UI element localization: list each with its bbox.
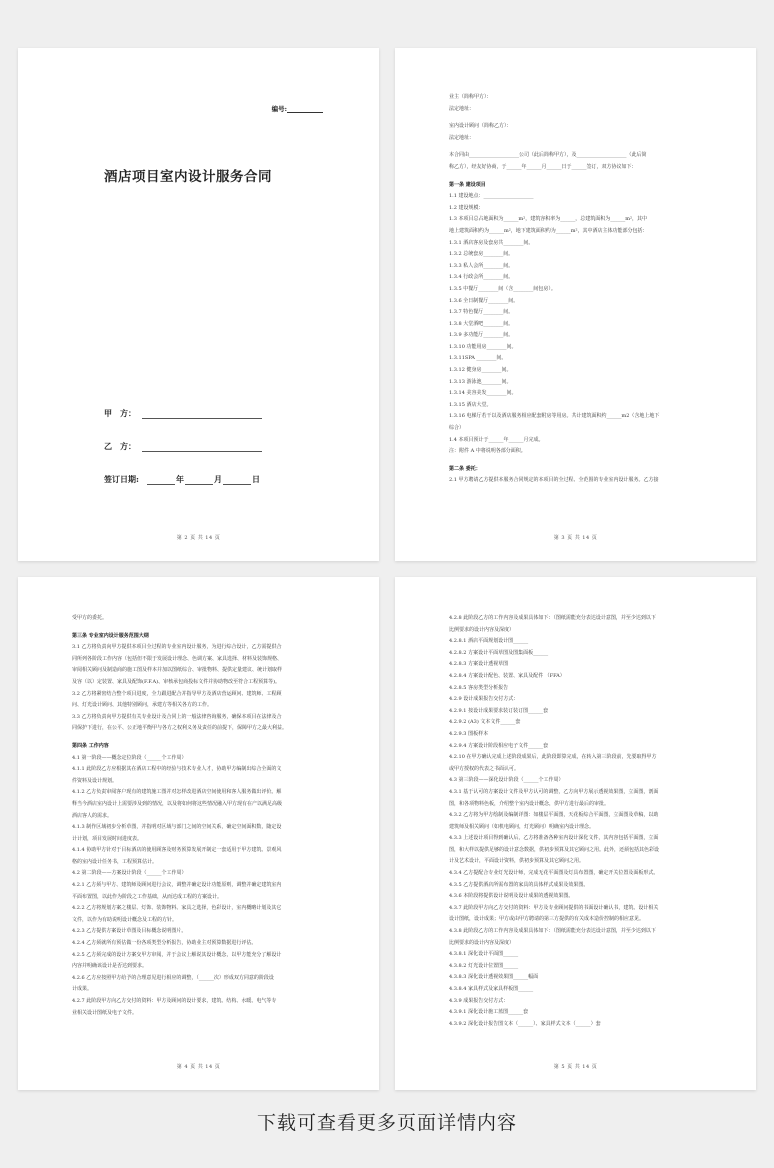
text-line: 计成果。	[72, 986, 93, 993]
page-footer: 第 4 页 共 14 页	[176, 1064, 221, 1070]
contract-page-3	[395, 48, 756, 561]
day-label: 日	[251, 474, 260, 484]
download-more-caption: 下载可查看更多页面详情内容	[256, 1112, 517, 1134]
text-line: 同所列各阶段工作内容（包括但不限于发展设计理念、色调方案、家具选择、材料及装饰规格、	[72, 655, 283, 662]
text-line: 建筑师及相关顾问（如机电顾问，灯光顾问）明确室内设计理念。	[449, 823, 595, 830]
page-title: 酒店项目室内设计服务合同	[104, 169, 272, 185]
text-line: 业相关设计图纸及电子文件。	[72, 1009, 138, 1016]
contract-page-4	[18, 577, 379, 1090]
text-line: 4.2.8.2 方案设计平面草图及图集面板______	[449, 649, 549, 656]
section-heading: 第四条 工作内容	[72, 742, 109, 749]
text-line: 1.3 本项目总占地面积为______m²，建筑容积率为______，总建筑面积为______m²，其中	[449, 216, 648, 223]
section-heading: 第三条 专业室内设计服务范围大纲	[72, 632, 149, 639]
party-b-blank	[142, 442, 262, 452]
text-line: 格的室内设计任务书，工程预算估计。	[72, 858, 158, 865]
text-line: 4.3.1 基于认可的方案设计文件及甲方认可的调整，乙方向甲方展示透视效果图，立面图，剖面	[449, 788, 659, 795]
text-line: 综合）	[449, 425, 465, 432]
text-line: 室内设计顾问（简称乙方）：	[449, 123, 512, 130]
text-line: 1.3.5 中餐厅________间（含________间包房）。	[449, 285, 556, 292]
text-line: 4.2.8.1 酒店平面规划设计图______	[449, 638, 529, 645]
text-line: 1.3.2 总统套房________间。	[449, 251, 514, 258]
text-line: 审阅相关顾问及制造商的施工图及样本并加以图纸综合、审批物料、提供定量建议、统计划取样	[72, 667, 283, 674]
sign-date-row	[104, 474, 260, 485]
text-line: 4.3.8.4 家具样式及家具样板图______	[449, 986, 534, 992]
text-line: 及容（以）定装置、家具及配饰(F.F.A)、审核承包商投标文件并协助物改至符合工程预算等)。	[72, 678, 281, 685]
text-line: 4.1 第一阶段——概念定位阶段（______个工作周）	[72, 754, 187, 761]
text-line: 4.2.2 乙方将规划方案之楼层、灯饰、装饰物料、家具之选择，色彩设计，室内概略计划及其它	[72, 905, 282, 912]
text-line: 4.3.8.3 深化设计透视效果图______幅面	[449, 974, 539, 981]
text-line: 1.1 建设地点：____________________	[449, 193, 534, 200]
text-line: 4.2.10 在甲方确认完成上述阶段成果后，此阶段即算完成，在转入第三阶段前，先要取得甲方	[449, 754, 657, 761]
text-line: 4.2.8.3 方案设计透视草图	[449, 661, 509, 668]
text-line: 1.3.16 电梯厅若干以及酒店服务相应配套附房等用房。共计建筑面积约______m2（含地上地下	[449, 413, 660, 420]
party-b-row	[104, 441, 262, 452]
text-line: 1.3.1 酒店客房及套房共________间。	[449, 239, 534, 246]
sign-date-label: 签订日期:	[104, 474, 139, 484]
text-line: 1.3.7 特色餐厅________间。	[449, 309, 514, 316]
text-line: 4.2.8.5 客房类型分析报告	[449, 684, 509, 691]
text-line: 1.3.3 私人会所________间。	[449, 262, 514, 269]
text-line: 受甲方的委托。	[72, 615, 108, 621]
text-line: 设计图纸，设计成果；甲方或由甲方聘请的第三方提供的有关成本造价控制的相应意见。	[449, 916, 645, 923]
page-footer: 第 5 页 共 14 页	[553, 1064, 598, 1070]
text-line: 计及艺术设计，平面设计资料，供初步预算及其它顾问之用。	[449, 858, 585, 865]
text-line: 本合同由____________________公司（此后简称甲方），及____________________（此后简	[449, 152, 647, 159]
text-line: 件资料及设计规划。	[72, 777, 118, 784]
text-line: 图，和大样以提供足够的设计意念数据，供初步预算及其它顾问之用。此外，还须包括其色彩设	[449, 846, 660, 853]
text-line: 4.1.4 协助甲方针对于目标酒店的使用顾客及财务预算发展开制定一套适用于甲方建筑、景观风	[72, 847, 282, 854]
text-line: 文件，以作为有助说明设计概念及工程的方针。	[72, 916, 178, 923]
text-line: 1.3.12 健身房________间。	[449, 367, 512, 374]
text-line: 图，和各项物料色板，介绍整个室内设计概念，供甲方进行最后的审批。	[449, 800, 610, 807]
text-line: 4.2.9.4 方案设计阶段相应电子文件______套	[449, 742, 549, 749]
section-heading: 第二条 委托：	[449, 465, 481, 472]
contract-number	[272, 104, 323, 113]
text-line: 2.1 甲方聘请乙方提供本服务合同规定的本项目的全过程、全范围的专业室内设计服务。乙方接	[449, 477, 659, 484]
page-body	[449, 613, 712, 1030]
text-line: 4.2.9.2 (A3) 文本文件______套	[449, 719, 521, 726]
text-line: 3.1 乙方将负责向甲方提供本项目全过程的专业室内设计服务，为进行综合设计，乙方需提供合	[72, 644, 282, 651]
text-line: 1.3.6 全日制餐厅________间。	[449, 297, 519, 304]
text-line: 4.2 第二阶段——方案设计阶段（______个工作周）	[72, 870, 187, 877]
text-line: 释当今酒店室内设计上需要涉及到的情况，以及将如何将这些情况融入甲方现有在产以满足高级	[72, 800, 283, 807]
text-line: 1.3.8 大堂酒吧________间。	[449, 320, 514, 327]
month-label: 月	[213, 474, 222, 484]
day-blank	[223, 475, 251, 485]
year-blank	[147, 475, 175, 485]
text-line: 1.3.13 游泳池________间。	[449, 378, 512, 385]
year-label: 年	[175, 474, 184, 484]
text-line: 内容并明确该设计是否达到要求。	[72, 963, 148, 970]
text-line: 4.3.9 成果报告交付方式：	[449, 997, 509, 1004]
party-a-label: 甲 方：	[104, 408, 136, 418]
text-line: 4.2.3 乙方提供方案设计草图及目标概念说明图片。	[72, 928, 187, 935]
text-line: 4.2.9.3 图板样本	[449, 730, 489, 737]
text-line: 1.3.9 多功能厅________间。	[449, 332, 514, 339]
text-line: 4.3.9.2 深化设计报告图文本（______）、家具样式文本（______）套	[449, 1020, 601, 1027]
text-line: 4.3 第三阶段——深化设计阶段（______个工作周）	[449, 777, 564, 784]
text-line: 问、灯光设计顾问、其他特别顾问，承建方等相关各方的工作。	[72, 702, 213, 709]
text-line: 4.3.7 此阶段甲方向乙方交付的资料：甲方及专业顾问提供的书面设计确认书，建筑、设计相关	[449, 904, 659, 911]
text-line: 4.2.8.4 方案设计配色、装置、家具及配件 （FFA）	[449, 672, 565, 679]
text-line: 1.3.14 美容美发________间。	[449, 390, 517, 397]
text-line: 1.4 本项目预计于______年______月完成。	[449, 436, 544, 443]
text-line: 4.2.1 乙方须与甲方、建筑师及顾问进行会议，调整并确定设计功能原则，调整并确定建筑室内	[72, 882, 282, 889]
text-line: 4.3.9.1 深化设计施工蓝图______套	[449, 1009, 529, 1016]
text-line: 4.3.3 上述设计项目得到确认后，乙方将准备各种室内设计深化文件，其内容包括平面图，立面	[449, 835, 659, 842]
text-line: 4.3.6 本阶段将提供设计说明及设计成果的透视效果图。	[449, 893, 574, 900]
text-line: 4.2.6 乙方应按照甲方给予的合理意见进行相应的调整，（______次）形成双方同意的阶段设	[72, 974, 274, 981]
text-line: 法定地址：	[449, 134, 475, 141]
text-line: 1.3.10 功能用房________间。	[449, 343, 517, 350]
contract-page-5	[395, 577, 756, 1090]
text-line: 1.3.11SPA ________间。	[449, 355, 507, 362]
text-line: 或甲方授权的代表之书面认可。	[449, 765, 520, 772]
text-line: 比例要求的设计内容及深度）	[449, 626, 515, 633]
text-line: 1.3.4 行政会所________间。	[449, 274, 514, 281]
cover-page	[18, 48, 379, 561]
text-line: 酒店客人的需求。	[72, 812, 113, 819]
text-line: 4.1.3 制作区域初步分析草图，并指明对区域与部门之间的空间关系，确定空间面积数，随定设	[72, 824, 282, 831]
text-line: 4.3.8.2 灯光设计位置图______	[449, 962, 519, 969]
page-footer: 第 3 页 共 14 页	[553, 535, 598, 541]
text-line: 1.2 建设规模：	[449, 204, 484, 211]
text-line: 业主（简称甲方）：	[449, 94, 492, 100]
text-line: 注：附件 A 中将说明各部分面积。	[449, 448, 526, 455]
text-line: 4.3.8.1 深化设计平面图______	[449, 951, 519, 958]
section-heading: 第一条 建设项目	[449, 181, 486, 188]
text-line: 4.3.2 乙方将为甲方绘制及编制详图：如楼层平面图，天花板综合平面图，立面图及草稿，以助	[449, 812, 659, 819]
text-line: 3.3 乙方将负责向甲方提供有关专业设计及合同上的一般法律咨询服务，确保本项目在法律及合	[72, 713, 282, 720]
page-footer: 第 2 页 共 14 页	[176, 535, 221, 541]
text-line: 平面布置图，以此作为阶段之工作基础，从而达成工程的方案设计。	[72, 893, 223, 900]
text-line: 4.2.5 乙方须完成的设计方案交甲方审阅，并于会议上解说其设计概念，以甲方能充分了解设计	[72, 951, 282, 958]
text-line: 4.3.8 此阶段乙方的工作内容及成果具体如下：（图纸需能充分表达设计意图，并至少达到以下	[449, 928, 656, 935]
text-line: 4.3.5 乙方提供酒店所需布置的家具的具体样式成果及效果图。	[449, 881, 589, 888]
text-line: 1.3.15 酒店大堂。	[449, 401, 492, 408]
page-body	[72, 613, 335, 1019]
text-line: 比例要求的设计内容及深度）	[449, 939, 515, 946]
month-blank	[185, 475, 213, 485]
text-line: 法定地址：	[449, 105, 475, 112]
page-body	[449, 92, 712, 487]
contract-number-label: 编号:	[271, 105, 287, 113]
text-line: 地上建筑面积约为______m²，地下建筑面积约为______m²，其中酒店主体功能部分包括：	[449, 227, 648, 234]
text-line: 4.3.4 乙方提配合专业灯光设计师，完成无花平面图及灯具布置图，确定开关位置及面板形式。	[449, 870, 659, 877]
text-line: 4.2.9.1 按设计成果要求装订装订图______套	[449, 707, 549, 714]
text-line: 4.1.1 此阶段乙方应根据其在酒店工程中的经验与技术专业人才，协助甲方编制出综合全面的文	[72, 766, 282, 773]
text-line: 同保护下进行，在公平、公正地平衡甲与各方之权利义务及责任的前提下，保障甲方之最大利益。	[72, 725, 288, 732]
party-b-label: 乙 方：	[104, 441, 136, 451]
text-line: 4.1.2 乙方负责审阅客户现有的建筑施工图并对怎样改进酒店空间使用和客人服务做出评价。解	[72, 789, 282, 796]
text-line: 4.2.4 乙方须就所有预估做一份各项类型分析报告，协助业主对预算数据进行评估。	[72, 940, 257, 947]
party-a-blank	[142, 409, 262, 419]
text-line: 3.2 乙方将紧密结合整个项目进度，全力跟进配合并指导甲方及酒店营运顾问、建筑师、工程顾	[72, 690, 282, 697]
text-line: 计计划，项目发展时间进度表。	[72, 835, 143, 842]
text-line: 称乙方），经友好协商，于______年______月______日于______签订，双方协议如下：	[449, 163, 637, 170]
contract-number-blank	[287, 106, 323, 113]
text-line: 4.2.7 此阶段甲方向乙方交付的资料：甲方及顾问的设计要求，建筑、结构、水暖、电气等专	[72, 998, 277, 1004]
text-line: 4.2.9 设计成果报告交付方式：	[449, 696, 519, 703]
party-a-row	[104, 408, 262, 419]
text-line: 4.2.8 此阶段乙方的工作内容及成果具体如下：（图纸需能充分表达设计意图，并至少达到以下	[449, 615, 656, 621]
